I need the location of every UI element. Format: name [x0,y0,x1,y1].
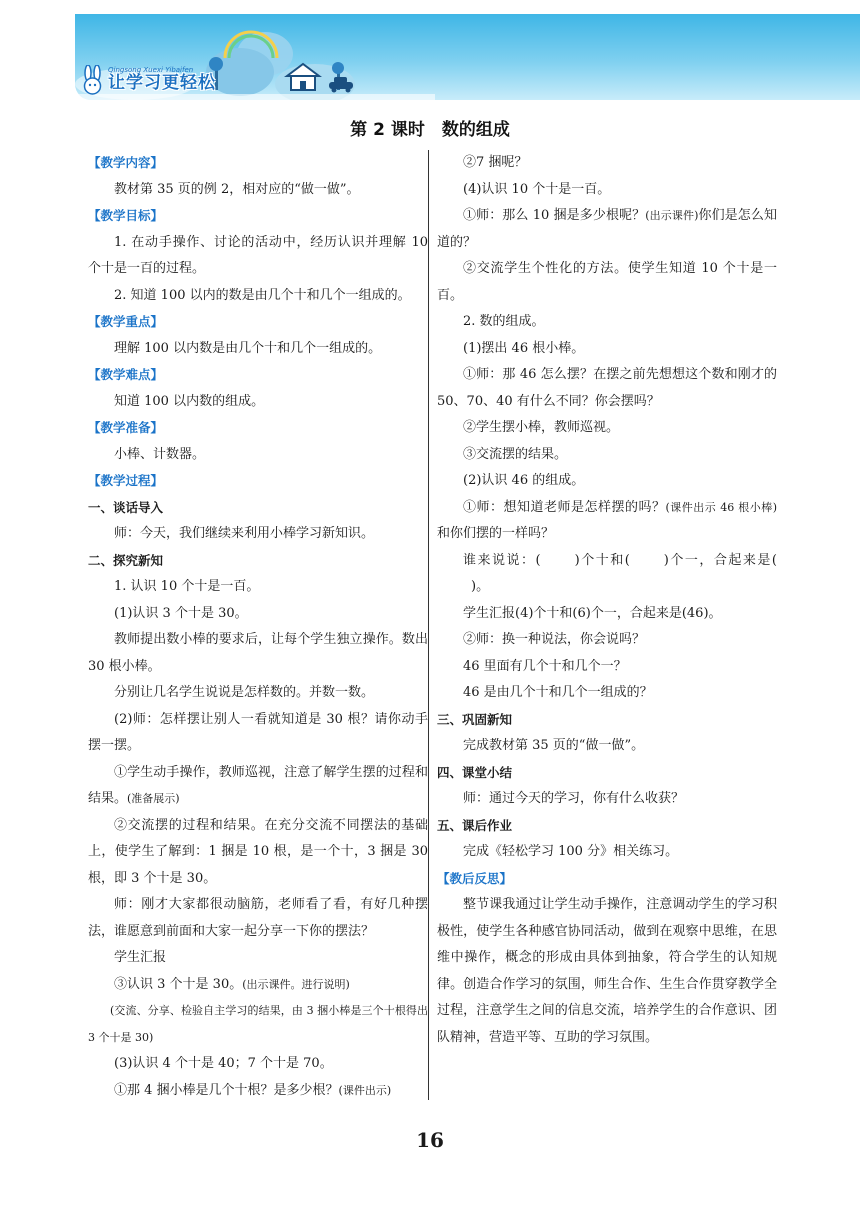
text-line: 46 里面有几个十和几个一？ [463,658,627,674]
text-line: ③交流摆的结果。 [463,446,568,462]
section-4-title: 四、课堂小结 [437,764,513,780]
text-line: (交流、分享、检验自主学习的结果，由 3 捆小棒是三个十根得出 3 个十是 30) [88,1004,428,1044]
text-line: 2. 数的组成。 [463,314,545,329]
page-number: 16 [416,1128,444,1152]
section-1-title: 一、谈话导入 [88,499,164,515]
heading-process: 【教学过程】 [88,473,164,488]
heading-goals: 【教学目标】 [88,208,164,223]
text-line: 46 是由几个十和几个一组成的？ [463,685,653,700]
section-5-text: 完成《轻松学习 100 分》相关练习。 [463,844,679,859]
text-line: 师：刚才大家都很动脑筋，老师看了看，有好几种摆法，谁愿意到前面和大家一起分享一下你的摆法？ [88,897,428,939]
text-line: (1)摆出 46 根小棒。 [463,340,585,356]
text-line: ①师：那么 10 捆是多少根呢？(出示课件)你们是怎么知道的？ [437,208,777,250]
text-preparation: 小棒、计数器。 [114,446,206,462]
heading-content: 【教学内容】 [88,155,164,170]
page-title: 第 2 课时 数的组成 [350,120,510,140]
section-3-text: 完成教材第 35 页的“做一做”。 [463,738,645,753]
logo-text: 让学习更轻松 [108,72,216,93]
text-line: ②交流摆的过程和结果。在充分交流不同摆法的基础上，使学生了解到：1 捆是 10 根，是一个十，3 捆是 30 根，即 3 个十是 30。 [88,817,428,886]
text-line: ②交流学生个性化的方法。使学生知道 10 个十是一百。 [437,261,777,303]
text-line: ③认识 3 个十是 30。(出示课件。进行说明) [114,976,350,992]
section-5-title: 五、课后作业 [437,817,513,833]
heading-reflection: 【教后反思】 [437,870,513,886]
text-line: 学生汇报(4)个十和(6)个一，合起来是(46)。 [463,605,722,621]
heading-key: 【教学重点】 [88,314,164,329]
text-line: (2)认识 46 的组成。 [463,473,585,488]
text-line: ①师：那 46 怎么摆？在摆之前先想想这个数和刚才的 50、70、40 有什么不同？你会摆吗？ [437,367,777,409]
section-1-text: 师：今天，我们继续来利用小棒学习新知识。 [114,526,375,541]
text-line: 分别让几名学生说说是怎样数的。并数一数。 [114,685,375,700]
text-line: ①那 4 捆小棒是几个十根？是多少根？(课件出示) [114,1082,392,1098]
text-line: (2)师：怎样摆让别人一看就知道是 30 根？请你动手摆一摆。 [88,711,428,753]
text-line: (1)认识 3 个十是 30。 [114,605,248,621]
rabbit-icon [80,65,106,95]
logo-subtitle: Qingsong Xuexi Yibaifen [108,66,194,74]
text-line: ②7 捆呢？ [463,155,528,170]
text-line: (4)认识 10 个十是一百。 [463,181,611,197]
text-line: (3)认识 4 个十是 40；7 个十是 70。 [114,1056,333,1071]
heading-difficulty: 【教学难点】 [88,367,164,382]
right-column [437,150,777,1051]
text-line: ①师：想知道老师是怎样摆的吗？(课件出示 46 根小棒)和你们摆的一样吗？ [437,499,777,541]
text-line: 学生汇报 [114,950,167,965]
left-column [88,150,428,1104]
fill-blank-line: 谁来说说：( )个十和( )个一，合起来是()。 [463,552,777,594]
text-line: 1. 认识 10 个十是一百。 [114,579,260,594]
text-key: 理解 100 以内数是由几个十和几个一组成的。 [114,340,382,356]
section-4-text: 师：通过今天的学习，你有什么收获？ [463,791,685,806]
text-reflection: 整节课我通过让学生动手操作，注意调动学生的学习积极性，使学生各种感官协同活动，做到在观察中思维，在思维中操作，概念的形成由具体到抽象，符合学生的认知规律。创造合作学习的氛围，师生合作、生生合作贯穿教学全过程，注意学生之间的信息交流，培养学生的合作意识、团队精神，营造平等、互助的学习氛围。 [437,897,777,1045]
section-2-title: 二、探究新知 [88,552,164,568]
heading-preparation: 【教学准备】 [88,420,164,435]
section-3-title: 三、巩固新知 [437,711,513,727]
text-line: ②师：换一种说法，你会说吗？ [463,632,646,647]
text-line: 教师提出数小棒的要求后，让每个学生独立操作。数出 30 根小棒。 [88,632,428,674]
text-line: ①学生动手操作，教师巡视，注意了解学生摆的过程和结果。(准备展示) [88,764,428,806]
text-goal-2: 2. 知道 100 以内的数是由几个十和几个一组成的。 [114,287,411,303]
text-difficulty: 知道 100 以内数的组成。 [114,393,265,409]
text-goal-1: 1. 在动手操作、讨论的活动中，经历认识并理解 10 个十是一百的过程。 [88,234,428,276]
column-divider [428,150,429,1100]
text-content: 教材第 35 页的例 2，相对应的“做一做”。 [114,181,360,197]
text-line: ②学生摆小棒，教师巡视。 [463,420,620,435]
